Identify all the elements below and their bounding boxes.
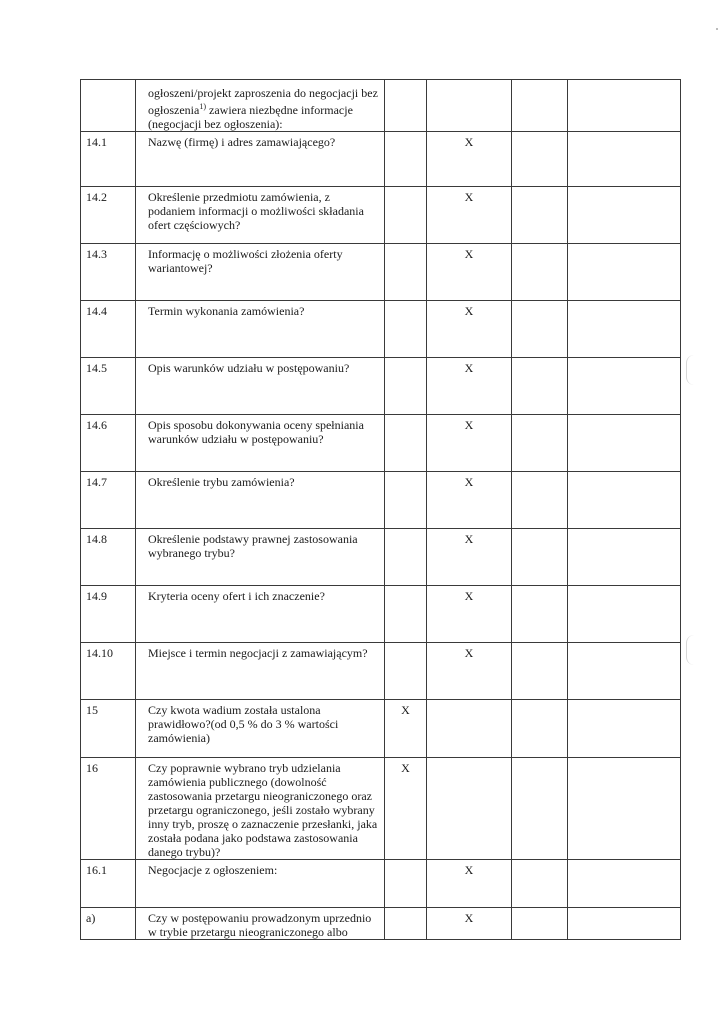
answer-cell xyxy=(512,472,568,529)
answer-mark: X xyxy=(427,586,512,643)
continuation-text: ogłoszeni/projekt zaproszenia do negocjacji bez ogłoszenia xyxy=(148,86,378,117)
answer-mark: X xyxy=(427,132,512,187)
answer-cell xyxy=(512,758,568,860)
question-text: Określenie trybu zamówienia? xyxy=(136,472,385,529)
item-number: 15 xyxy=(81,700,136,758)
table-row xyxy=(81,529,681,586)
table-row xyxy=(81,860,681,908)
answer-cell xyxy=(385,80,427,132)
answer-cell xyxy=(512,529,568,586)
table-row xyxy=(81,700,681,758)
answer-mark: X xyxy=(427,472,512,529)
question-text: Nazwę (firmę) i adres zamawiającego? xyxy=(136,132,385,187)
item-number: 14.5 xyxy=(81,358,136,415)
item-number: 14.10 xyxy=(81,643,136,700)
table-row xyxy=(81,415,681,472)
answer-cell xyxy=(385,187,427,244)
item-number: 16.1 xyxy=(81,860,136,908)
scan-mark xyxy=(716,28,718,30)
answer-cell xyxy=(385,301,427,358)
page-edge-mark xyxy=(686,355,697,385)
answer-mark: X xyxy=(427,358,512,415)
table-row xyxy=(81,586,681,643)
answer-mark: X xyxy=(427,860,512,908)
answer-mark: X xyxy=(427,908,512,940)
remarks-cell xyxy=(568,358,681,415)
table-row xyxy=(81,758,681,860)
question-text: Negocjacje z ogłoszeniem: xyxy=(136,860,385,908)
footnote-ref: 1) xyxy=(199,102,206,111)
remarks-cell xyxy=(568,700,681,758)
item-number: 14.8 xyxy=(81,529,136,586)
answer-mark: X xyxy=(427,301,512,358)
item-number: 14.2 xyxy=(81,187,136,244)
question-text: Termin wykonania zamówienia? xyxy=(136,301,385,358)
answer-mark: X xyxy=(427,415,512,472)
answer-cell xyxy=(385,643,427,700)
answer-cell xyxy=(385,472,427,529)
question-text: Określenie przedmiotu zamówienia, z podaniem informacji o możliwości składania ofert częściowych? xyxy=(136,187,385,244)
continuation-tail: zawiera niezbędne informacje (negocjacji bez ogłoszenia): xyxy=(148,103,353,131)
item-number: 14.1 xyxy=(81,132,136,187)
table-row-continuation xyxy=(81,80,681,132)
answer-mark: X xyxy=(385,758,427,860)
page-edge-mark xyxy=(686,635,697,665)
answer-cell xyxy=(385,358,427,415)
answer-mark: X xyxy=(427,529,512,586)
question-text: Czy kwota wadium została ustalona prawidłowo?(od 0,5 % do 3 % wartości zamówienia) xyxy=(136,700,385,758)
remarks-cell xyxy=(568,415,681,472)
table-row xyxy=(81,187,681,244)
item-number: 14.9 xyxy=(81,586,136,643)
item-number: 14.6 xyxy=(81,415,136,472)
remarks-cell xyxy=(568,860,681,908)
answer-cell xyxy=(385,132,427,187)
answer-cell xyxy=(512,860,568,908)
answer-cell xyxy=(427,758,512,860)
answer-cell xyxy=(512,700,568,758)
answer-cell xyxy=(385,529,427,586)
answer-cell xyxy=(385,415,427,472)
remarks-cell xyxy=(568,80,681,132)
question-text: Określenie podstawy prawnej zastosowania wybranego trybu? xyxy=(136,529,385,586)
answer-cell xyxy=(512,244,568,301)
answer-cell xyxy=(512,358,568,415)
answer-cell xyxy=(512,80,568,132)
answer-cell xyxy=(385,908,427,940)
question-text: Informację o możliwości złożenia oferty wariantowej? xyxy=(136,244,385,301)
remarks-cell xyxy=(568,643,681,700)
answer-cell xyxy=(427,80,512,132)
question-text: Miejsce i termin negocjacji z zamawiającym? xyxy=(136,643,385,700)
remarks-cell xyxy=(568,244,681,301)
question-text: Kryteria oceny ofert i ich znaczenie? xyxy=(136,586,385,643)
answer-cell xyxy=(512,132,568,187)
remarks-cell xyxy=(568,529,681,586)
item-number: 14.7 xyxy=(81,472,136,529)
remarks-cell xyxy=(568,758,681,860)
answer-cell xyxy=(512,643,568,700)
table-row xyxy=(81,358,681,415)
item-number: 16 xyxy=(81,758,136,860)
item-number: a) xyxy=(81,908,136,940)
answer-cell xyxy=(427,700,512,758)
remarks-cell xyxy=(568,187,681,244)
answer-cell xyxy=(512,301,568,358)
answer-cell xyxy=(385,586,427,643)
answer-cell xyxy=(385,244,427,301)
answer-mark: X xyxy=(427,187,512,244)
question-cell xyxy=(136,80,385,132)
answer-cell xyxy=(512,908,568,940)
answer-cell xyxy=(512,586,568,643)
remarks-cell xyxy=(568,301,681,358)
table-row xyxy=(81,472,681,529)
table-row xyxy=(81,132,681,187)
checklist-table xyxy=(80,79,681,940)
remarks-cell xyxy=(568,472,681,529)
remarks-cell xyxy=(568,132,681,187)
remarks-cell xyxy=(568,908,681,940)
table-row xyxy=(81,643,681,700)
remarks-cell xyxy=(568,586,681,643)
table-row xyxy=(81,908,681,940)
question-text: Opis warunków udziału w postępowaniu? xyxy=(136,358,385,415)
item-number: 14.3 xyxy=(81,244,136,301)
item-number: 14.4 xyxy=(81,301,136,358)
question-text: Opis sposobu dokonywania oceny spełniania warunków udziału w postępowaniu? xyxy=(136,415,385,472)
answer-cell xyxy=(512,415,568,472)
answer-mark: X xyxy=(427,643,512,700)
question-text: Czy poprawnie wybrano tryb udzielania zamówienia publicznego (dowolność zastosowania przetargu nieograniczonego oraz przetargu ograniczonego, jeśli zostało wybrany inny tryb, proszę o zaznaczenie przesłanki, jaka została podana jako podstawa zastosowania danego trybu)? xyxy=(136,758,385,860)
table-row xyxy=(81,244,681,301)
answer-cell xyxy=(385,860,427,908)
answer-mark: X xyxy=(385,700,427,758)
table-row xyxy=(81,301,681,358)
checklist-body xyxy=(81,80,681,940)
answer-cell xyxy=(512,187,568,244)
number-cell xyxy=(81,80,136,132)
question-text: Czy w postępowaniu prowadzonym uprzednio w trybie przetargu nieograniczonego albo xyxy=(136,908,385,940)
answer-mark: X xyxy=(427,244,512,301)
